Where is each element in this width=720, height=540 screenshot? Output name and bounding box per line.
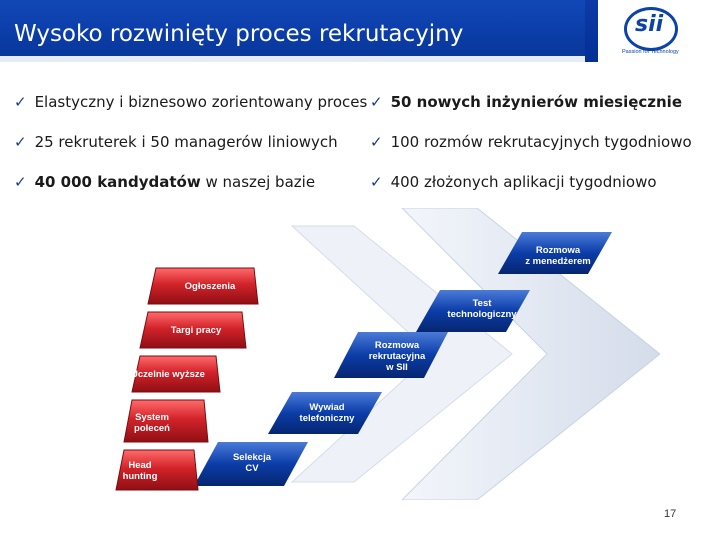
checkmark-icon: ✓: [370, 133, 383, 151]
bullet-left-1: [14, 93, 367, 111]
checkmark-icon: ✓: [14, 133, 27, 151]
checkmark-icon: ✓: [14, 93, 27, 111]
step-system-polecen: [112, 412, 192, 434]
bullet-text: 100 rozmów rekrutacyjnych tygodniowo: [390, 133, 692, 151]
checkmark-icon: ✓: [14, 173, 27, 191]
step-uczelnie: Uczelnie wyższe: [131, 369, 205, 380]
bullet-left-3: [14, 173, 315, 191]
bullet-right-3: [370, 173, 657, 191]
step-head-hunting-text: Head hunting: [122, 460, 158, 482]
logo-tagline: [622, 49, 679, 55]
step-line: Test: [472, 298, 492, 309]
checkmark-icon: ✓: [370, 173, 383, 191]
bullet-text-bold: 50 nowych inżynierów miesięcznie: [390, 93, 682, 111]
step-line: Selekcja: [232, 452, 272, 463]
page-number: 17: [664, 508, 677, 520]
bullet-text: 400 złożonych aplikacji tygodniowo: [390, 173, 657, 191]
step-line: Rozmowa: [535, 245, 581, 256]
step-rozmowa-sii: [352, 340, 442, 373]
bullet-text: w naszej bazie: [200, 173, 316, 191]
step-selekcja-cv: [214, 452, 290, 474]
logo-tagline-text: Passion for Technology: [622, 49, 679, 55]
step-rozmowa-menedzer: [516, 245, 600, 267]
bullet-text: Elastyczny i biznesowo zorientowany proces: [34, 93, 368, 111]
bullet-right-1: [370, 93, 682, 111]
step-ogloszenia: Ogłoszenia: [184, 281, 236, 292]
logo-brand: sii: [635, 12, 664, 37]
step-line: z menedżerem: [525, 256, 591, 267]
step-line: Rozmowa: [374, 340, 420, 351]
step-line: telefoniczny: [299, 413, 355, 424]
step-targi-pracy: Targi pracy: [170, 325, 222, 336]
checkmark-icon: ✓: [370, 93, 383, 111]
bullet-text-bold: 40 000 kandydatów: [34, 173, 201, 191]
step-line: rekrutacyjna: [368, 351, 426, 362]
page-title: Wysoko rozwinięty proces rekrutacyjny: [14, 21, 464, 47]
bullet-text: 25 rekruterek i 50 managerów liniowych: [34, 133, 338, 151]
step-line: Wywiad: [309, 402, 345, 413]
title-panel: [0, 0, 585, 62]
step-test: [436, 298, 528, 320]
step-line: w SII: [386, 362, 408, 373]
step-line: CV: [245, 463, 259, 474]
step-system-polecen-text: System poleceń: [134, 412, 170, 434]
bullet-left-2: [14, 133, 338, 151]
step-head-hunting: [104, 460, 176, 482]
step-wywiad: [286, 402, 368, 424]
step-line: technologiczny: [447, 309, 517, 320]
bullet-right-2: [370, 133, 692, 151]
